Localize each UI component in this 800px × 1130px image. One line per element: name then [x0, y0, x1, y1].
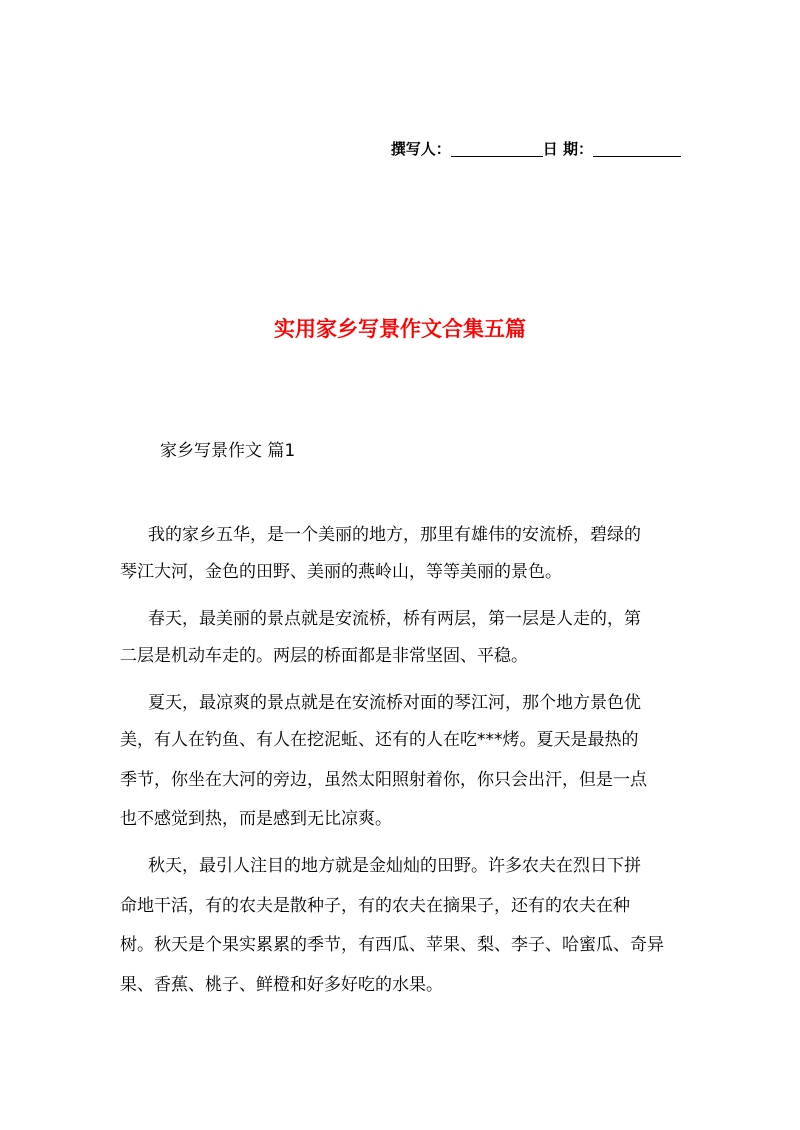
author-blank	[451, 141, 543, 157]
paragraph-line: 我的家乡五华，是一个美丽的地方，那里有雄伟的安流桥，碧绿的	[148, 525, 641, 545]
author-label: 撰写人：	[390, 140, 451, 158]
paragraph-line: 美，有人在钓鱼、有人在挖泥蚯、还有的人在吃***烤。夏天是最热的	[120, 730, 639, 750]
author-date-line	[0, 138, 681, 160]
paragraph-line: 也不感觉到热，而是感到无比凉爽。	[120, 809, 392, 829]
paragraph-line: 命地干活，有的农夫是散种子，有的农夫在摘果子，还有的农夫在种	[120, 896, 630, 916]
section-heading: 家乡写景作文 篇1	[160, 441, 296, 461]
paragraph-line: 秋天，最引人注目的地方就是金灿灿的田野。许多农夫在烈日下拼	[148, 856, 641, 876]
document-title: 实用家乡写景作文合集五篇	[274, 316, 526, 341]
date-blank	[593, 141, 681, 157]
paragraph-line: 春天，最美丽的景点就是安流桥，桥有两层，第一层是人走的，第	[148, 609, 641, 629]
paragraph-line: 果、香蕉、桃子、鲜橙和好多好吃的水果。	[120, 975, 443, 995]
date-label: 日 期：	[542, 140, 593, 158]
paragraph-line: 树。秋天是个果实累累的季节，有西瓜、苹果、梨、李子、哈蜜瓜、奇异	[120, 935, 664, 955]
paragraph-line: 二层是机动车走的。两层的桥面都是非常坚固、平稳。	[120, 646, 528, 666]
paragraph-line: 琴江大河，金色的田野、美丽的燕岭山，等等美丽的景色。	[120, 562, 562, 582]
paragraph-line: 季节，你坐在大河的旁边，虽然太阳照射着你，你只会出汗，但是一点	[120, 770, 647, 790]
paragraph-line: 夏天，最凉爽的景点就是在安流桥对面的琴江河，那个地方景色优	[148, 693, 641, 713]
